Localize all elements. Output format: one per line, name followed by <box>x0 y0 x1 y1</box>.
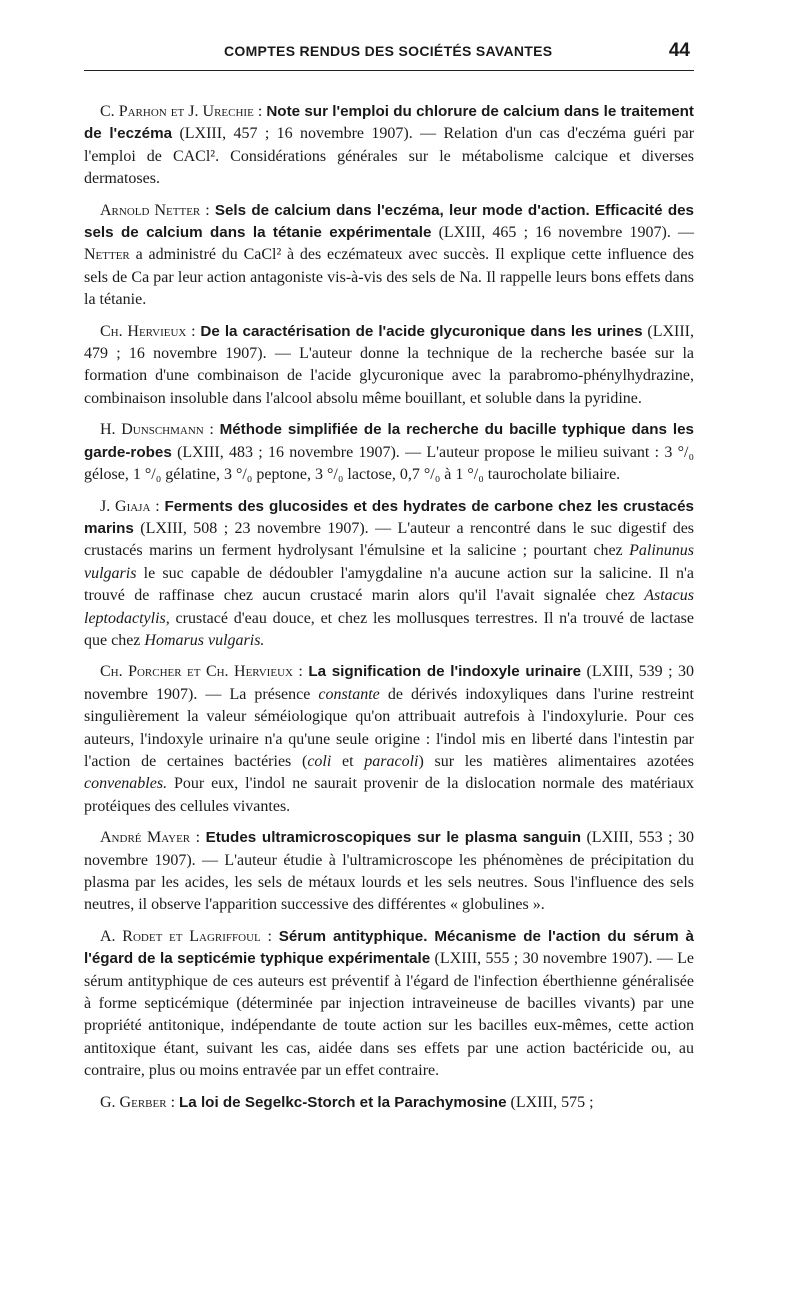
entry-title: De la caractérisation de l'acide glycuronique dans les urines <box>200 322 643 340</box>
page <box>84 40 694 1123</box>
entry-gerber: G. Gerber : La loi de Segelkc-Storch et la Parachymosine (LXIII, 575 ; <box>100 1093 594 1111</box>
species-name: Palinunus vulgaris <box>84 542 695 582</box>
entry-summary-part: L'auteur a rencontré dans le suc digestif des crustacés marins un ferment hydrolysant l'émulsine et la salicine ; pourtant chez <box>84 519 695 560</box>
entry-dunschmann: H. Dunschmann : Méthode simplifiée de la recherche du bacille typhique dans les garde-robes (LXIII, 483 ; 16 novembre 1907). — L'auteur propose le milieu suivant : 3 °/₀ gélose, 1 °/₀ gélatine, 3 °/₀ peptone, 3 °/₀ lactose, 0,7 °/₀ à 1 °/₀ taurocholate biliaire. <box>84 421 695 484</box>
entry-reference: (LXIII, 483 ; 16 novembre 1907). <box>177 443 400 461</box>
entry-authors: Arnold Netter <box>100 201 201 219</box>
entry-rodet-lagriffoul: A. Rodet et Lagriffoul : Sérum antityphique. Mécanisme de l'action du sérum à l'égard de la septicémie typhique expérimentale (LXIII, 555 ; 30 novembre 1907). — Le sérum antityphique de ces auteurs est préventif à l'égard de l'infection éberthienne généralisée à forme septicémique (déterminée par injection intraveineuse de bacilles vivants) par une propriété antitonique, indépendante de toute action sur les bacilles eux-mêmes, cette action antitoxique étant, suivant les cas, aidée dans ses effets par une action bactéricide ou, au contraire, plus ou moins entravée par un effet contraire. <box>84 927 695 1080</box>
entry-summary: a administré du CaCl² à des eczémateux avec succès. Il explique cette influence des sels de Ca par leur action antagoniste vis-à-vis des sels de Na. Il rappelle leurs bons effets dans la tétanie. <box>84 246 695 309</box>
entry-summary-part: ) sur les matières alimentaires azotées <box>418 752 695 770</box>
entry-parhon-urechie: C. Parhon et J. Urechie : Note sur l'emploi du chlorure de calcium dans le traitement de l'eczéma (LXIII, 457 ; 16 novembre 1907). — Relation d'un cas d'eczéma guéri par l'emploi de CACl². Considérations générales sur le métabolisme calcique et diverses dermatoses. <box>84 103 695 188</box>
entry-reference: (LXIII, 539 ; 30 novembre 1907). <box>84 663 695 703</box>
entry-title: Etudes ultramicroscopiques sur le plasma sanguin <box>205 829 581 847</box>
entry-summary-part: et <box>342 752 354 770</box>
entry-summary: Relation d'un cas d'eczéma guéri par l'emploi de CACl². Considérations générales sur le métabolisme calcique et diverses dermatoses. <box>84 125 695 188</box>
species-name: Homarus vulgaris. <box>144 631 265 649</box>
entry-summary-part: Pour eux, l'indol ne saurait provenir de la dislocation normale des matériaux protéiques des cellules vivantes. <box>84 775 695 815</box>
entry-authors: A. Rodet et Lagriffoul <box>100 927 261 945</box>
entry-mayer: André Mayer : Etudes ultramicroscopiques sur le plasma sanguin (LXIII, 553 ; 30 novembre 1907). — L'auteur étudie à l'ultramicroscope les phénomènes de précipitation du plasma par les acides, les sels de métaux lourds et les sels neutres. Sous l'influence des sels neutres, il observe l'apparition successive des différentes « globulines ». <box>84 829 695 914</box>
entry-title: Sels de calcium dans l'eczéma, leur mode d'action. Efficacité des sels de calcium dans la tétanie expérimentale <box>84 201 694 242</box>
entry-reference: (LXIII, 553 ; 30 novembre 1907). <box>84 829 695 869</box>
entry-summary-author: Netter <box>84 246 130 264</box>
entry-reference: (LXIII, 508 ; 23 novembre 1907). <box>140 519 369 537</box>
entry-reference: (LXIII, 457 ; 16 novembre 1907). <box>179 125 413 143</box>
entry-reference: (LXIII, 575 ; <box>510 1093 594 1111</box>
entry-netter: Arnold Netter : Sels de calcium dans l'eczéma, leur mode d'action. Efficacité des sels de calcium dans la tétanie expérimentale (LXIII, 465 ; 16 novembre 1907). — Netter a administré du CaCl² à des eczémateux avec succès. Il explique cette influence des sels de Ca par leur action antagoniste vis-à-vis des sels de Na. Il rappelle leurs bons effets dans la tétanie. <box>84 201 695 309</box>
entry-reference: (LXIII, 555 ; 30 novembre 1907). <box>434 950 653 968</box>
entry-authors: J. Giaja <box>100 497 151 515</box>
entry-title: La loi de Segelkc-Storch et la Parachymosine <box>179 1093 507 1111</box>
entry-title: La signification de l'indoxyle urinaire <box>308 663 582 681</box>
entry-title: Ferments des glucosides et des hydrates de carbone chez les crustacés marins <box>84 497 694 537</box>
entry-reference: (LXIII, 479 ; 16 novembre 1907). <box>84 322 694 363</box>
entry-hervieux: Ch. Hervieux : De la caractérisation de l'acide glycuronique dans les urines (LXIII, 479 ; 16 novembre 1907). — L'auteur donne la technique de la recherche basée sur la formation d'une combinaison de l'acide glycuronique avec la parabromo-phénylhydrazine, combinaison insoluble dans l'alcool absolu même bouillant, et soluble dans la pyridine. <box>84 322 695 407</box>
header-title: COMPTES RENDUS DES SOCIÉTÉS SAVANTES <box>224 43 553 59</box>
running-header <box>84 40 694 71</box>
entry-summary-part: de dérivés indoxyliques dans l'urine restreint singulièrement la valeur séméiologique qu'on attribuait autrefois à l'indoxylurie. Pour ces auteurs, l'indoxyle urinaire n'a qu'une seule origine : l'indol mis en liberté dans l'intestin par l'action de certaines bactéries ( <box>84 685 695 770</box>
entry-title: Méthode simplifiée de la recherche du bacille typhique dans les garde-robes <box>84 421 694 461</box>
emphasis: convenables. <box>84 775 168 793</box>
entry-reference: (LXIII, 465 ; 16 novembre 1907). <box>438 224 671 242</box>
entry-summary: L'auteur étudie à l'ultramicroscope les phénomènes de précipitation du plasma par les acides, les sels de métaux lourds et les sels neutres. Sous l'influence des sels neutres, il observe l'apparition successive des différentes « globulines ». <box>84 851 695 914</box>
entry-summary-part: La présence <box>229 685 311 703</box>
entry-title: Sérum antityphique. Mécanisme de l'action du sérum à l'égard de la septicémie typhique expérimentale <box>84 927 694 968</box>
entry-giaja: J. Giaja : Ferments des glucosides et des hydrates de carbone chez les crustacés marins (LXIII, 508 ; 23 novembre 1907). — L'auteur a rencontré dans le suc digestif des crustacés marins un ferment hydrolysant l'émulsine et la salicine ; pourtant chez Palinunus vulgaris le suc capable de dédoubler l'amygdaline n'a aucune action sur la salicine. Il n'a trouvé de raffinase chez aucun crustacé marin alors qu'il l'avait signalée chez Astacus leptodactylis, crustacé d'eau douce, et chez les mollusques terrestres. Il n'a trouvé de lactase que chez Homarus vulgaris. <box>84 497 695 649</box>
emphasis: paracoli <box>364 752 419 770</box>
entry-authors: André Mayer <box>100 829 191 847</box>
entry-authors: Ch. Hervieux <box>100 322 187 340</box>
entry-summary: L'auteur propose le milieu suivant : 3 °/₀ gélose, 1 °/₀ gélatine, 3 °/₀ peptone, 3 °/₀ lactose, 0,7 °/₀ à 1 °/₀ taurocholate biliaire. <box>84 443 695 484</box>
entry-authors: Ch. Porcher et Ch. Hervieux <box>100 663 293 681</box>
entry-authors: H. Dunschmann <box>100 421 204 439</box>
emphasis: coli <box>307 752 332 770</box>
entry-authors: C. Parhon et J. Urechie <box>100 103 254 120</box>
entry-authors: G. Gerber <box>100 1093 167 1111</box>
entry-summary: Le sérum antityphique de ces auteurs est préventif à l'égard de l'infection éberthienne généralisée à forme septicémique (déterminée par injection intraveineuse de bacilles vivants) par une propriété antitonique, indépendante de toute action sur les bacilles eux-mêmes, cette action antitoxique étant, suivant les cas, aidée dans ses effets par une action bactéricide ou, au contraire, plus ou moins entravée par un effet contraire. <box>84 950 695 1080</box>
emphasis: constante <box>318 685 380 703</box>
entry-summary: L'auteur donne la technique de la recherche basée sur la formation d'une combinaison de l'acide glycuronique avec la parabromo-phénylhydrazine, combinaison insoluble dans l'alcool absolu même bouillant, et soluble dans la pyridine. <box>84 345 695 407</box>
entries-list <box>84 101 694 1114</box>
species-name: Astacus leptodactylis, <box>84 587 694 627</box>
entry-summary-part: le suc capable de dédoubler l'amygdaline n'a aucune action sur la salicine. Il n'a trouvé de raffinase chez aucun crustacé marin alors qu'il l'avait signalée chez <box>84 564 695 605</box>
entry-summary-part: crustacé d'eau douce, et chez les mollusques terrestres. Il n'a trouvé de lactase que chez <box>84 609 694 649</box>
entry-porcher-hervieux: Ch. Porcher et Ch. Hervieux : La signification de l'indoxyle urinaire (LXIII, 539 ; 30 novembre 1907). — La présence constante de dérivés indoxyliques dans l'urine restreint singulièrement la valeur séméiologique qu'on attribuait autrefois à l'indoxylurie. Pour ces auteurs, l'indoxyle urinaire n'a qu'une seule origine : l'indol mis en liberté dans l'intestin par l'action de certaines bactéries (coli et paracoli) sur les matières alimentaires azotées convenables. Pour eux, l'indol ne saurait provenir de la dislocation normale des matériaux protéiques des cellules vivantes. <box>84 663 695 815</box>
page-number: 44 <box>668 40 690 61</box>
entry-title: Note sur l'emploi du chlorure de calcium dans le traitement de l'eczéma <box>84 103 694 143</box>
